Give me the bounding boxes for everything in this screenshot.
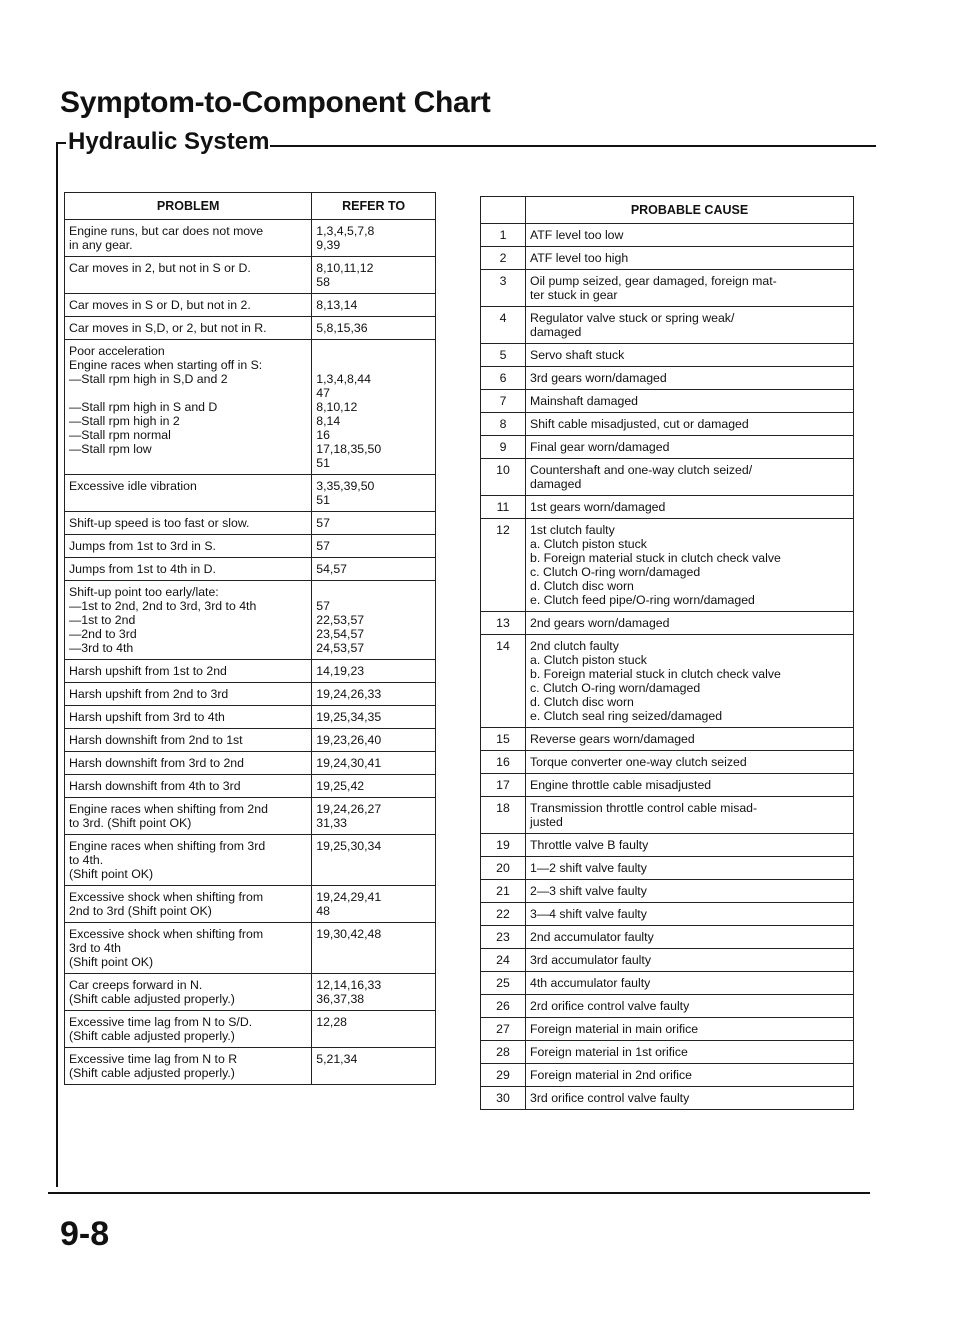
cause-description-cell: Shift cable misadjusted, cut or damaged	[526, 413, 854, 436]
problem-cell: Shift-up speed is too fast or slow.	[65, 512, 312, 535]
cause-row	[481, 797, 854, 834]
cause-description-cell: 2rd orifice control valve faulty	[526, 995, 854, 1018]
cause-number-cell: 30	[481, 1087, 526, 1110]
cause-number-cell: 27	[481, 1018, 526, 1041]
refer-to-cell: 1,3,4,8,44 47 8,10,12 8,14 16 17,18,35,50 51	[312, 340, 436, 475]
refer-to-cell: 19,25,34,35	[312, 706, 436, 729]
problem-row	[65, 581, 436, 660]
problem-cell: Harsh upshift from 1st to 2nd	[65, 660, 312, 683]
cause-row	[481, 834, 854, 857]
cause-number-cell: 9	[481, 436, 526, 459]
refer-to-cell: 1,3,4,5,7,8 9,39	[312, 220, 436, 257]
cause-description-cell: 1st gears worn/damaged	[526, 496, 854, 519]
cause-description-cell: 3rd orifice control valve faulty	[526, 1087, 854, 1110]
cause-description-cell: 3—4 shift valve faulty	[526, 903, 854, 926]
cause-row	[481, 367, 854, 390]
problem-row	[65, 512, 436, 535]
cause-description-cell: Engine throttle cable misadjusted	[526, 774, 854, 797]
problem-row	[65, 729, 436, 752]
problem-row	[65, 775, 436, 798]
problem-row	[65, 923, 436, 974]
cause-description-cell: Regulator valve stuck or spring weak/ damaged	[526, 307, 854, 344]
problem-cell: Engine runs, but car does not move in any gear.	[65, 220, 312, 257]
problem-row	[65, 886, 436, 923]
cause-number-cell: 21	[481, 880, 526, 903]
section-rule	[270, 145, 876, 147]
cause-number-cell: 29	[481, 1064, 526, 1087]
refer-to-cell: 19,24,29,41 48	[312, 886, 436, 923]
problem-row	[65, 706, 436, 729]
cause-row	[481, 926, 854, 949]
cause-number-column-header	[481, 197, 526, 224]
refer-to-cell: 19,25,30,34	[312, 835, 436, 886]
refer-to-cell: 5,8,15,36	[312, 317, 436, 340]
section-heading: Hydraulic System	[68, 128, 277, 156]
cause-number-cell: 17	[481, 774, 526, 797]
cause-row	[481, 635, 854, 728]
cause-description-cell: ATF level too high	[526, 247, 854, 270]
problem-cell: Excessive shock when shifting from 3rd to 4th (Shift point OK)	[65, 923, 312, 974]
problem-cell: Excessive time lag from N to S/D. (Shift cable adjusted properly.)	[65, 1011, 312, 1048]
cause-row	[481, 1087, 854, 1110]
problem-row	[65, 220, 436, 257]
cause-row	[481, 390, 854, 413]
problem-cell: Excessive time lag from N to R (Shift cable adjusted properly.)	[65, 1048, 312, 1085]
cause-number-cell: 7	[481, 390, 526, 413]
problem-row	[65, 835, 436, 886]
problem-cell: Engine races when shifting from 3rd to 4th. (Shift point OK)	[65, 835, 312, 886]
cause-row	[481, 1018, 854, 1041]
cause-row	[481, 612, 854, 635]
problem-row	[65, 1048, 436, 1085]
refer-to-cell: 12,28	[312, 1011, 436, 1048]
cause-description-cell: Foreign material in main orifice	[526, 1018, 854, 1041]
problem-cell: Harsh upshift from 3rd to 4th	[65, 706, 312, 729]
problem-row	[65, 558, 436, 581]
cause-description-cell: Foreign material in 1st orifice	[526, 1041, 854, 1064]
problem-cell: Car creeps forward in N. (Shift cable adjusted properly.)	[65, 974, 312, 1011]
cause-description-cell: 3rd gears worn/damaged	[526, 367, 854, 390]
refer-to-cell: 57 22,53,57 23,54,57 24,53,57	[312, 581, 436, 660]
cause-number-cell: 28	[481, 1041, 526, 1064]
cause-row	[481, 519, 854, 612]
cause-number-cell: 25	[481, 972, 526, 995]
cause-row	[481, 880, 854, 903]
problem-row	[65, 752, 436, 775]
cause-number-cell: 5	[481, 344, 526, 367]
cause-description-cell: 2nd accumulator faulty	[526, 926, 854, 949]
problem-row	[65, 683, 436, 706]
cause-row	[481, 224, 854, 247]
refer-to-cell: 19,24,30,41	[312, 752, 436, 775]
refer-to-cell: 19,23,26,40	[312, 729, 436, 752]
cause-number-cell: 11	[481, 496, 526, 519]
cause-number-cell: 18	[481, 797, 526, 834]
cause-description-cell: Final gear worn/damaged	[526, 436, 854, 459]
refer-to-cell: 19,30,42,48	[312, 923, 436, 974]
refer-to-cell: 54,57	[312, 558, 436, 581]
problem-row	[65, 974, 436, 1011]
cause-number-cell: 16	[481, 751, 526, 774]
problem-row	[65, 660, 436, 683]
cause-description-cell: ATF level too low	[526, 224, 854, 247]
problem-cell: Shift-up point too early/late: —1st to 2nd, 2nd to 3rd, 3rd to 4th —1st to 2nd —2nd to 3rd —3rd to 4th	[65, 581, 312, 660]
cause-row	[481, 751, 854, 774]
cause-number-cell: 26	[481, 995, 526, 1018]
problem-cell: Engine races when shifting from 2nd to 3rd. (Shift point OK)	[65, 798, 312, 835]
cause-row	[481, 496, 854, 519]
problem-row	[65, 317, 436, 340]
cause-number-cell: 14	[481, 635, 526, 728]
cause-row	[481, 903, 854, 926]
cause-row	[481, 344, 854, 367]
cause-description-cell: 3rd accumulator faulty	[526, 949, 854, 972]
cause-description-cell: Oil pump seized, gear damaged, foreign mat- ter stuck in gear	[526, 270, 854, 307]
cause-number-cell: 13	[481, 612, 526, 635]
refer-to-cell: 12,14,16,33 36,37,38	[312, 974, 436, 1011]
probable-cause-column-header: PROBABLE CAUSE	[526, 197, 854, 224]
cause-row	[481, 413, 854, 436]
cause-number-cell: 3	[481, 270, 526, 307]
refer-to-cell: 8,13,14	[312, 294, 436, 317]
cause-number-cell: 6	[481, 367, 526, 390]
page-title: Symptom-to-Component Chart	[60, 86, 491, 119]
problem-cell: Car moves in S,D, or 2, but not in R.	[65, 317, 312, 340]
cause-row	[481, 949, 854, 972]
cause-row	[481, 972, 854, 995]
cause-row	[481, 995, 854, 1018]
problem-cell: Harsh downshift from 4th to 3rd	[65, 775, 312, 798]
cause-number-cell: 4	[481, 307, 526, 344]
problem-row	[65, 294, 436, 317]
cause-description-cell: Torque converter one-way clutch seized	[526, 751, 854, 774]
cause-row	[481, 857, 854, 880]
cause-number-cell: 15	[481, 728, 526, 751]
cause-description-cell: 1—2 shift valve faulty	[526, 857, 854, 880]
cause-row	[481, 307, 854, 344]
cause-number-cell: 10	[481, 459, 526, 496]
cause-row	[481, 436, 854, 459]
problem-row	[65, 475, 436, 512]
probable-cause-table	[480, 196, 854, 1110]
problem-table-header-row	[65, 193, 436, 220]
problem-cell: Car moves in 2, but not in S or D.	[65, 257, 312, 294]
problem-table	[64, 192, 436, 1085]
page-number: 9-8	[60, 1215, 110, 1253]
refer-to-cell: 57	[312, 512, 436, 535]
problem-cell: Car moves in S or D, but not in 2.	[65, 294, 312, 317]
cause-number-cell: 12	[481, 519, 526, 612]
refer-to-cell: 19,24,26,33	[312, 683, 436, 706]
problem-row	[65, 340, 436, 475]
problem-cell: Jumps from 1st to 3rd in S.	[65, 535, 312, 558]
cause-row	[481, 1041, 854, 1064]
refer-to-column-header: REFER TO	[312, 193, 436, 220]
problem-cell: Harsh downshift from 2nd to 1st	[65, 729, 312, 752]
cause-description-cell: 4th accumulator faulty	[526, 972, 854, 995]
refer-to-cell: 8,10,11,12 58	[312, 257, 436, 294]
problem-cell: Excessive shock when shifting from 2nd to 3rd (Shift point OK)	[65, 886, 312, 923]
cause-number-cell: 23	[481, 926, 526, 949]
cause-number-cell: 22	[481, 903, 526, 926]
refer-to-cell: 3,35,39,50 51	[312, 475, 436, 512]
cause-number-cell: 8	[481, 413, 526, 436]
refer-to-cell: 5,21,34	[312, 1048, 436, 1085]
cause-row	[481, 728, 854, 751]
problem-cell: Harsh downshift from 3rd to 2nd	[65, 752, 312, 775]
cause-table-header-row	[481, 197, 854, 224]
problem-cell: Excessive idle vibration	[65, 475, 312, 512]
footer-rule	[48, 1192, 870, 1194]
cause-number-cell: 24	[481, 949, 526, 972]
problem-cell: Poor acceleration Engine races when starting off in S: —Stall rpm high in S,D and 2 —Stall rpm high in S and D —Stall rpm high in 2 —Stall rpm normal —Stall rpm low	[65, 340, 312, 475]
cause-row	[481, 1064, 854, 1087]
cause-number-cell: 20	[481, 857, 526, 880]
problem-cell: Harsh upshift from 2nd to 3rd	[65, 683, 312, 706]
cause-table-body	[481, 224, 854, 1110]
problem-row	[65, 1011, 436, 1048]
problem-row	[65, 798, 436, 835]
cause-description-cell: 2—3 shift valve faulty	[526, 880, 854, 903]
cause-description-cell: Foreign material in 2nd orifice	[526, 1064, 854, 1087]
cause-number-cell: 19	[481, 834, 526, 857]
cause-description-cell: Throttle valve B faulty	[526, 834, 854, 857]
cause-description-cell: Transmission throttle control cable misad- justed	[526, 797, 854, 834]
cause-description-cell: Servo shaft stuck	[526, 344, 854, 367]
cause-description-cell: 2nd gears worn/damaged	[526, 612, 854, 635]
cause-number-cell: 1	[481, 224, 526, 247]
problem-cell: Jumps from 1st to 4th in D.	[65, 558, 312, 581]
refer-to-cell: 14,19,23	[312, 660, 436, 683]
refer-to-cell: 19,24,26,27 31,33	[312, 798, 436, 835]
cause-description-cell: Reverse gears worn/damaged	[526, 728, 854, 751]
cause-row	[481, 459, 854, 496]
cause-row	[481, 270, 854, 307]
cause-row	[481, 774, 854, 797]
cause-row	[481, 247, 854, 270]
frame-left-rule	[56, 142, 58, 1187]
refer-to-cell: 57	[312, 535, 436, 558]
cause-description-cell: 2nd clutch faulty a. Clutch piston stuck b. Foreign material stuck in clutch check valve c. Clutch O-ring worn/damaged d. Clutch disc worn e. Clutch seal ring seized/damaged	[526, 635, 854, 728]
problem-table-body	[65, 220, 436, 1085]
cause-description-cell: 1st clutch faulty a. Clutch piston stuck b. Foreign material stuck in clutch check valve c. Clutch O-ring worn/damaged d. Clutch disc worn e. Clutch feed pipe/O-ring worn/damaged	[526, 519, 854, 612]
cause-description-cell: Mainshaft damaged	[526, 390, 854, 413]
cause-description-cell: Countershaft and one-way clutch seized/ damaged	[526, 459, 854, 496]
cause-number-cell: 2	[481, 247, 526, 270]
refer-to-cell: 19,25,42	[312, 775, 436, 798]
problem-row	[65, 535, 436, 558]
problem-row	[65, 257, 436, 294]
problem-column-header: PROBLEM	[65, 193, 312, 220]
